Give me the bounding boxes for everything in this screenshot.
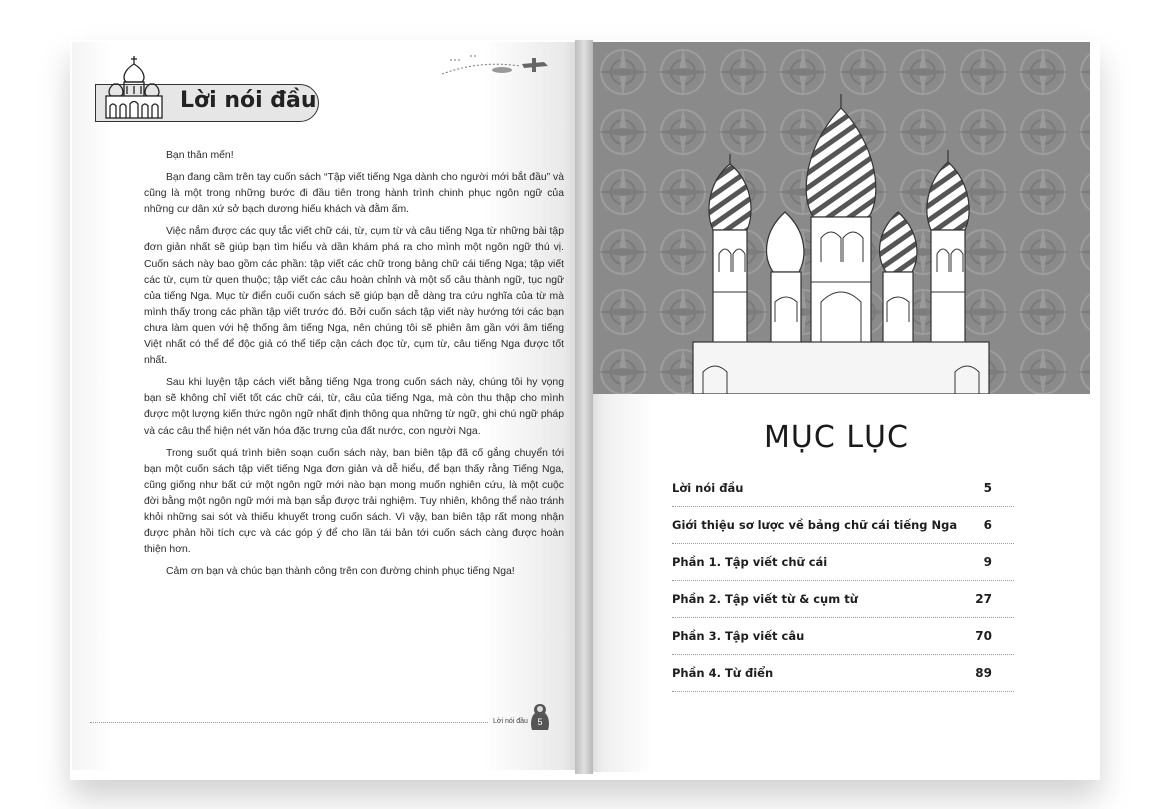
toc-entry-label: Phần 3. Tập viết câu — [672, 629, 805, 643]
preface-paragraph: Trong suốt quá trình biên soạn cuốn sách này, ban biên tập đã cố gắng chuyển tới bạn một cuốn sách tập viết tiếng Nga đơn giản và dễ hiểu, để bạn thấy rằng Tiếng Nga, cũng giống như bất cứ một ngôn ngữ mới nào bạn mong muốn nghiên cứu, là một cuộc đời bằng một ngôn ngữ mới mà bạn sắp được trải nghiệm. Tuy nhiên, không thể nào tránh khỏi những sai sót và thiếu khuyết trong cuốn sách. Vì vậy, ban biên tập rất mong nhận được phản hồi tích cực và các góp ý để cho lần tái bản tới cuốn sách càng được hoàn thiện hơn. — [144, 447, 564, 556]
toc-entry-label: Phần 4. Từ điển — [672, 666, 774, 680]
toc-entry[interactable] — [672, 544, 1014, 581]
cathedral-image — [593, 42, 1090, 394]
book-spine — [575, 40, 593, 774]
toc-entry[interactable] — [672, 655, 1014, 692]
toc-entry[interactable] — [672, 618, 1014, 655]
church-icon — [96, 54, 172, 120]
toc-entry[interactable] — [672, 507, 1014, 544]
footer-label: Lời nói đầu — [493, 718, 528, 725]
preface-paragraph: Việc nắm được các quy tắc viết chữ cái, từ, cụm từ và câu tiếng Nga từ những bài tập đơn giản nhất sẽ giúp bạn tìm hiểu và dần khám phá ra cho mình một ngôn ngữ thú vị. Cuốn sách này bao gồm các phần: tập viết các chữ trong bảng chữ cái tiếng Nga; tập viết các từ, cụm từ quen thuộc; tập viết các câu hoàn chỉnh và một số câu thành ngữ, tục ngữ của tiếng Nga. Mục từ điển cuối cuốn sách sẽ giúp bạn dễ dàng tra cứu nghĩa của từ mà mình thấy trong các phần tập viết trước đó. Bởi cuốn sách tập viết này hướng tới các bạn chưa làm quen với hệ thống âm tiếng Nga, nên chúng tôi sẽ phiên âm gần với âm tiếng Việt nhất có thể để độc giả có thể tiếp cận cách đọc từ, cụm từ, câu tiếng Nga được tốt nhất. — [144, 226, 564, 367]
toc-entry-page: 70 — [975, 629, 992, 643]
airplane-doodle-icon — [440, 52, 550, 82]
toc-entry-label: Lời nói đầu — [672, 481, 744, 495]
matryoshka-icon — [528, 702, 552, 732]
table-of-contents — [672, 470, 1014, 692]
footer-dotted-line — [90, 722, 488, 723]
toc-entry-label: Phần 2. Tập viết từ & cụm từ — [672, 592, 858, 606]
preface-paragraph: Sau khi luyện tập cách viết bằng tiếng Nga trong cuốn sách này, chúng tôi hy vọng bạn sẽ không chỉ viết tốt các chữ cái, từ, câu của tiếng Nga, mà còn thu thập cho mình được một lượng kiến thức ngôn ngữ nhất định thông qua những từ ngữ, ghi chú ngữ pháp và các câu thể hiện nét văn hóa đặc trưng của đất nước, con người Nga. — [144, 377, 564, 437]
toc-title: MỤC LỤC — [764, 420, 909, 455]
page-number: 5 — [537, 717, 543, 727]
preface-paragraph: Bạn thân mến! — [166, 150, 234, 161]
toc-entry-page: 6 — [983, 518, 992, 532]
toc-entry-page: 9 — [983, 555, 992, 569]
preface-paragraph: Cảm ơn bạn và chúc bạn thành công trên con đường chinh phục tiếng Nga! — [166, 566, 515, 578]
preface-body — [144, 148, 564, 586]
chapter-title: Lời nói đầu — [180, 88, 317, 113]
cathedral-illustration — [593, 42, 1090, 394]
toc-entry-label: Giới thiệu sơ lược về bảng chữ cái tiếng Nga — [672, 518, 958, 532]
toc-entry-page: 5 — [983, 481, 992, 495]
toc-entry-page: 27 — [975, 592, 992, 606]
toc-entry[interactable] — [672, 581, 1014, 618]
toc-entry-label: Phần 1. Tập viết chữ cái — [672, 555, 828, 569]
toc-entry-page: 89 — [975, 666, 992, 680]
preface-paragraph: Bạn đang cầm trên tay cuốn sách “Tập viết tiếng Nga dành cho người mới bắt đầu” và cũng là một trong những bước đi đầu tiên trong hành trình chinh phục ngôn ngữ của những cư dân xứ sở bạch dương hiếu khách và đằm ấm. — [144, 172, 564, 216]
toc-entry[interactable] — [672, 470, 1014, 507]
